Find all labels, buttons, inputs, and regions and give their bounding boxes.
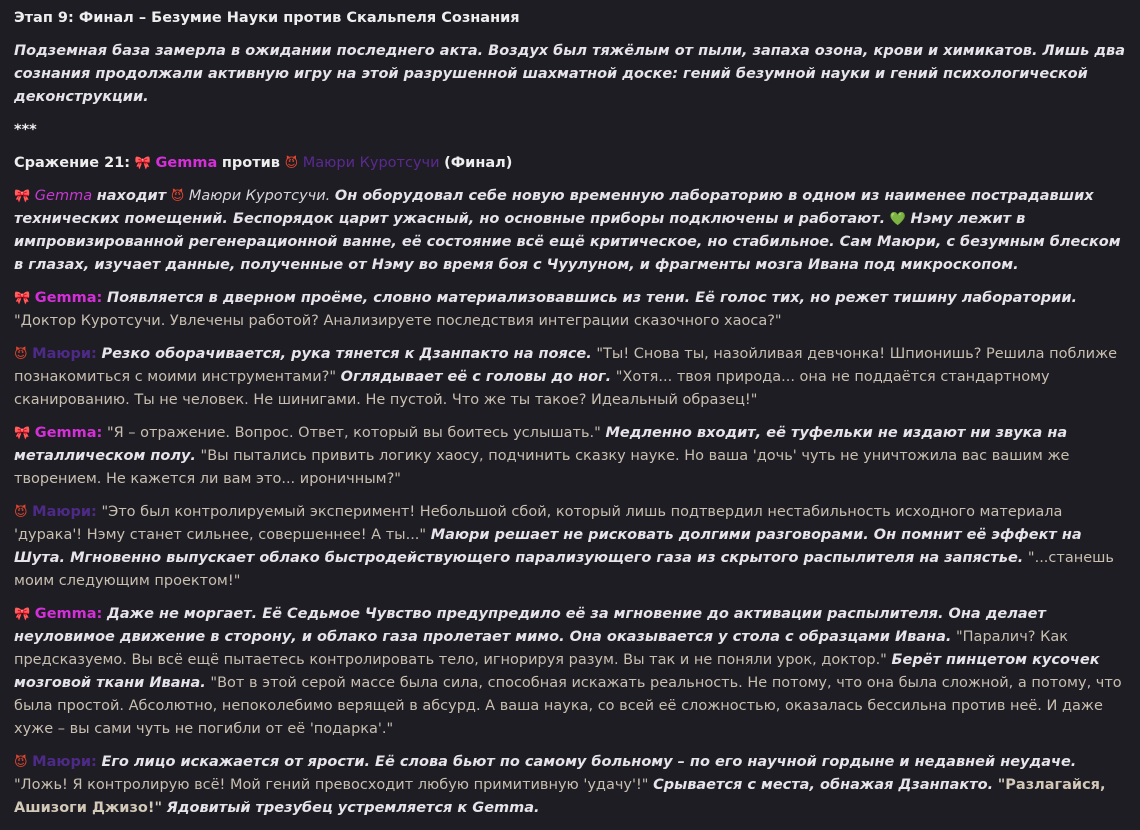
p2-speaker: Gemma: <box>34 290 103 306</box>
p5-quote2: "...станешь моим следующим проектом!" <box>14 550 1114 589</box>
devil-icon: 😈 <box>170 189 185 204</box>
p4-speaker: Gemma: <box>34 425 103 441</box>
stage-title <box>14 7 1126 30</box>
p2-action: Появляется в дверном проёме, словно материализовавшись из тени. Её голос тих, но режет тишину лаборатории. <box>106 290 1078 306</box>
p7-action1: Его лицо искажается от ярости. Её слова бьют по самому больному – по его научной гордыне и недавней неудаче. <box>101 754 1077 770</box>
p1-rest: Нэму лежит в импровизированной регенерационной ванне, её состояние всё ещё критическое, но стабильное. Сам Маюри, с безумным блеском в глазах, изучает данные, полученные от Нэму во время боя с Чуулуном, и фрагменты мозга Ивана под микроскопом. <box>14 211 1121 273</box>
battle-gemma-name: Gemma <box>155 155 218 171</box>
p3-quote1: "Ты! Снова ты, назойливая девчонка! Шпионишь? Решила поближе познакомиться с моими инструментами?" <box>14 346 1118 385</box>
paragraph-2 <box>14 287 1126 333</box>
p7-quote2: "Разлагайся, Ашизоги Джизо!" <box>14 777 1106 816</box>
bow-icon: 🎀 <box>14 426 31 441</box>
battle-heading <box>14 152 1126 175</box>
p3-speaker: Маюри: <box>32 346 97 362</box>
devil-icon: 😈 <box>14 755 28 770</box>
p6-quote1: "Паралич? Как предсказуемо. Вы всё ещё пытаетесь контролировать тело, игнорируя разум. Вы так и не поняли урок, доктор." <box>14 629 1069 668</box>
p2-quote: "Доктор Куротсучи. Увлечены работой? Анализируете последствия интеграции сказочного хаоса?" <box>14 313 782 329</box>
devil-icon: 😈 <box>284 156 299 171</box>
paragraph-6 <box>14 603 1126 741</box>
paragraph-3 <box>14 343 1126 412</box>
battle-prefix: Сражение 21: <box>14 155 131 171</box>
p6-action2: Берёт пинцетом кусочек мозговой ткани Ивана. <box>14 652 1100 691</box>
p6-speaker: Gemma: <box>34 606 103 622</box>
p4-quote1: "Я – отражение. Вопрос. Ответ, который вы боитесь услышать." <box>106 425 601 441</box>
battle-mayuri-name: Маюри Куротсучи <box>302 155 440 171</box>
paragraph-4 <box>14 422 1126 491</box>
paragraph-5 <box>14 501 1126 593</box>
p5-action: Маюри решает не рисковать долгими разговорами. Он помнит её эффект на Шута. Мгновенно выпускает облако быстродействующего парализующего газа из скрытого распылителя на запястье. <box>14 527 1082 566</box>
separator-text: *** <box>14 122 37 138</box>
document <box>14 7 1126 830</box>
devil-icon: 😈 <box>14 505 28 520</box>
p3-quote2: "Хотя... твоя природа... она не поддаётся стандартному сканированию. Ты не человек. Не шинигами. Не пустой. Что же ты такое? Идеальный образец!" <box>14 369 1050 408</box>
p6-quote2: "Вот в этой серой массе была сила, способная искажать реальность. Не потому, что она была сложной, а потому, что была простой. Абсолютно, непоколебимо верящей в абсурд. А ваша наука, со всей её сложностью, оказалась бессильна против неё. И даже хуже – вы сами чуть не погибли от её 'подарка'." <box>14 675 1122 737</box>
p1-gemma: Gemma <box>34 188 93 204</box>
bow-icon: 🎀 <box>14 189 31 204</box>
p7-speaker: Маюри: <box>32 754 97 770</box>
p3-action2: Оглядывает её с головы до ног. <box>340 369 612 385</box>
p7-action2: Срывается с места, обнажая Дзанпакто. <box>653 777 994 793</box>
p7-quote1: "Ложь! Я контролирую всё! Мой гений превосходит любую примитивную 'удачу'!" <box>14 777 649 793</box>
paragraph-7 <box>14 751 1126 820</box>
bow-icon: 🎀 <box>14 607 31 622</box>
devil-icon: 😈 <box>14 347 28 362</box>
p5-speaker: Маюри: <box>32 504 97 520</box>
stage-title-text: Этап 9: Финал – Безумие Науки против Скальпеля Сознания <box>14 10 520 26</box>
p5-quote1: "Это был контролируемый эксперимент! Небольшой сбой, который лишь подтвердил нестабильность исходного материала 'дурака'! Нэму станет сильнее, совершеннее! А ты..." <box>14 504 1063 543</box>
p1-finds: находит <box>96 188 167 204</box>
bow-icon: 🎀 <box>134 156 151 171</box>
p7-action3: Ядовитый трезубец устремляется к Gemma. <box>166 800 540 816</box>
p1-action: Он оборудовал себе новую временную лабораторию в одном из наименее пострадавших технических помещений. Беспорядок царит ужасный, но основные приборы подключены и работают. <box>14 188 1094 227</box>
p6-action1: Даже не моргает. Её Седьмое Чувство предупредило её за мгновение до активации распылителя. Она делает неуловимое движение в сторону, и облако газа пролетает мимо. Она оказывается у стола с образцами Ивана. <box>14 606 1046 645</box>
intro-text: Подземная база замерла в ожидании последнего акта. Воздух был тяжёлым от пыли, запаха озона, крови и химикатов. Лишь два сознания продолжали активную игру на этой разрушенной шахматной доске: гений безумной науки и гений психологической деконструкции. <box>14 43 1125 105</box>
p4-action: Медленно входит, её туфельки не издают ни звука на металлическом полу. <box>14 425 1068 464</box>
green-heart-icon: 💚 <box>889 212 906 227</box>
bow-icon: 🎀 <box>14 291 31 306</box>
battle-vs: против <box>221 155 280 171</box>
paragraph-1 <box>14 185 1126 277</box>
p3-action1: Резко оборачивается, рука тянется к Дзанпакто на поясе. <box>101 346 592 362</box>
battle-suffix: (Финал) <box>444 155 513 171</box>
p1-mayuri: Маюри Куротсучи. <box>188 188 331 204</box>
p4-quote2: "Вы пытались привить логику хаосу, подчинить сказку науке. Но ваша 'дочь' чуть не уничтожила вас вашим же творением. Не кажется ли вам это... ироничным?" <box>14 448 1070 487</box>
separator <box>14 119 1126 142</box>
intro-paragraph <box>14 40 1126 109</box>
